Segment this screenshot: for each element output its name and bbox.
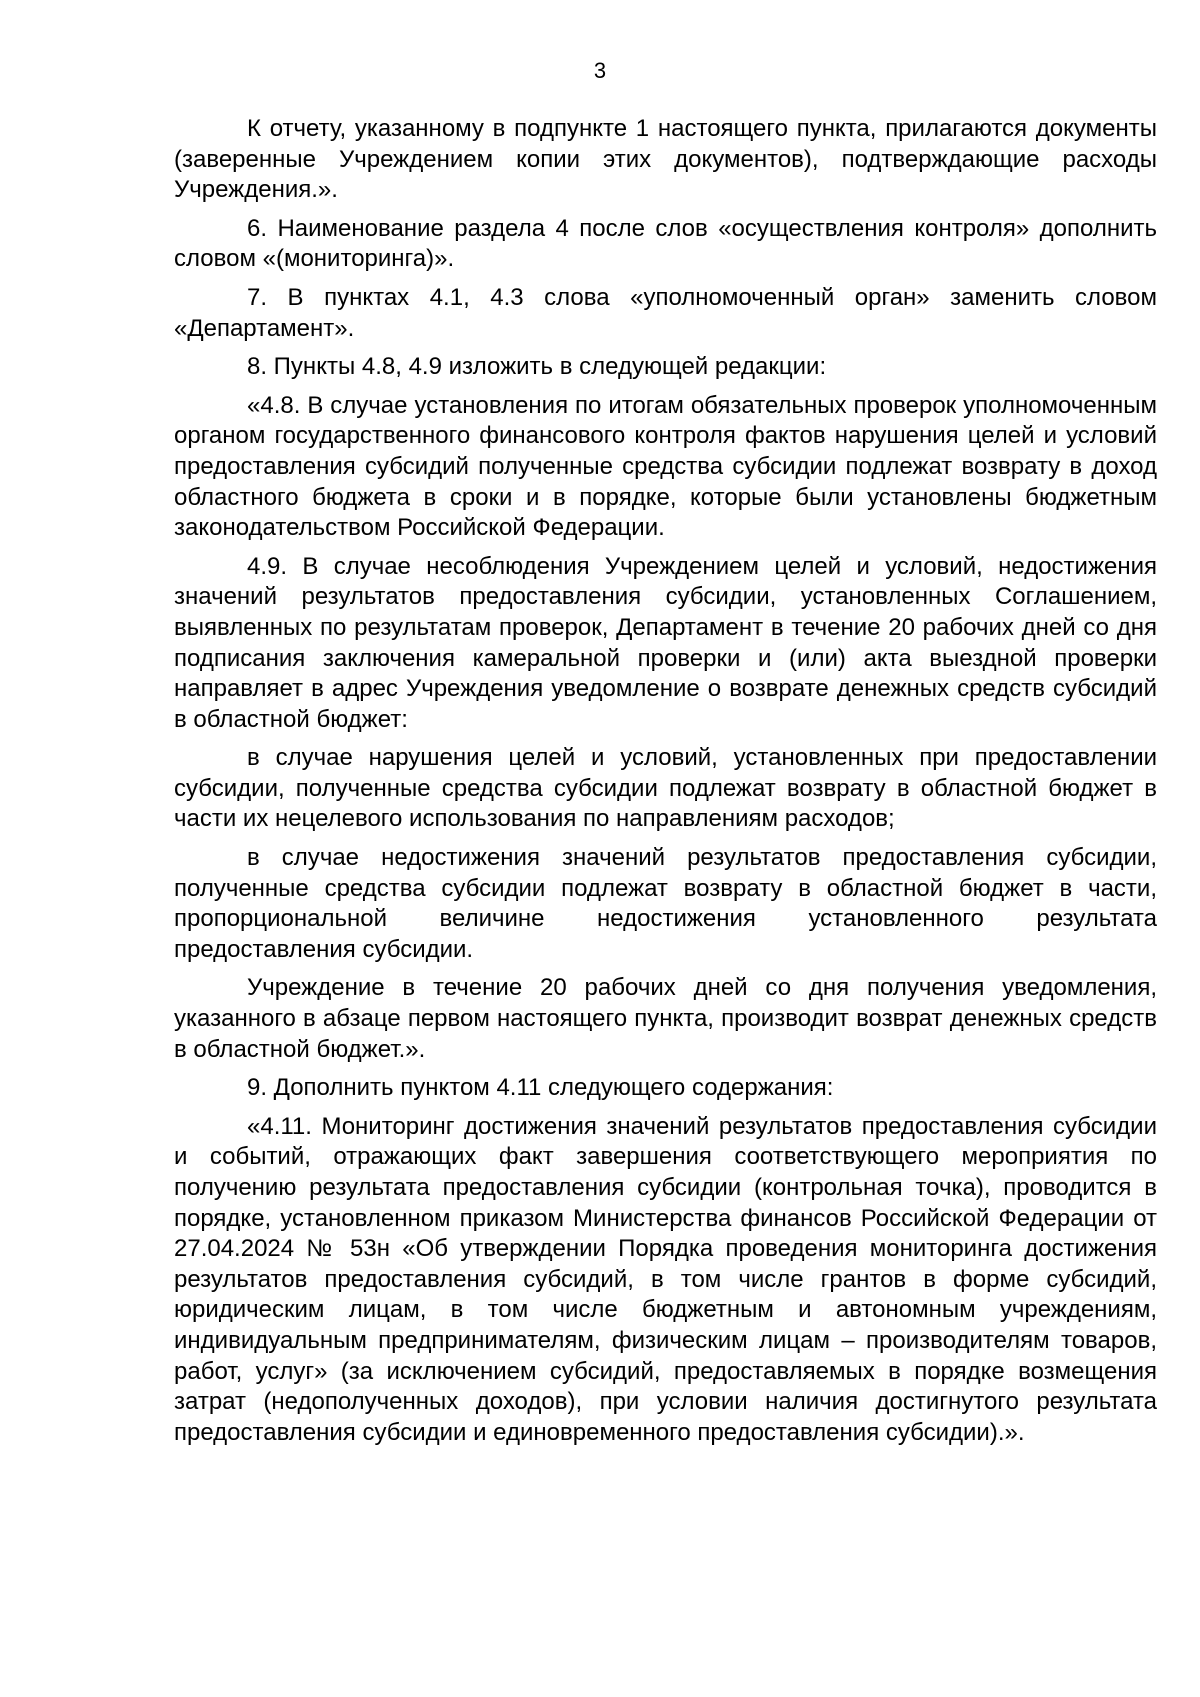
paragraph-report-attachments: К отчету, указанному в подпункте 1 настоящего пункта, прилагаются документы (заверенные Учреждением копии этих документов), подтверждающие расходы Учреждения.».: [174, 115, 1157, 204]
paragraph-non-achievement-case: в случае недостижения значений результатов предоставления субсидии, полученные средства субсидии подлежат возврату в областной бюджет в части, пропорциональной величине недостижения установленного результата предоставления субсидии.: [174, 844, 1157, 963]
paragraph-item-9: 9. Дополнить пунктом 4.11 следующего содержания:: [247, 1074, 834, 1102]
paragraph-refund-term: Учреждение в течение 20 рабочих дней со дня получения уведомления, указанного в абзаце первом настоящего пункта, производит возврат денежных средств в областной бюджет.».: [174, 974, 1157, 1063]
paragraph-clause-4-8: «4.8. В случае установления по итогам обязательных проверок уполномоченным органом государственного финансового контроля фактов нарушения целей и условий предоставления субсидий полученные средства субсидии подлежат возврату в доход областного бюджета в сроки и в порядке, которые были установлены бюджетным законодательством Российской Федерации.: [174, 391, 1157, 542]
paragraph-clause-4-9: 4.9. В случае несоблюдения Учреждением целей и условий, недостижения значений результатов предоставления субсидии, установленных Соглашением, выявленных по результатам проверок, Департамент в течение 20 рабочих дней со дня подписания заключения камеральной проверки и (или) акта выездной проверки направляет в адрес Учреждения уведомление о возврате денежных средств субсидий в областной бюджет:: [174, 552, 1157, 733]
paragraph-clause-4-11: «4.11. Мониторинг достижения значений результатов предоставления субсидии и событий, отражающих факт завершения соответствующего мероприятия по получению результата предоставления субсидии (контрольная точка), проводится в порядке, установленном приказом Министерства финансов Российской Федерации от 27.04.2024 № 53н «Об утверждении Порядка проведения мониторинга достижения результатов предоставления субсидий, в том числе грантов в форме субсидий, юридическим лицам, в том числе бюджетным и автономным учреждениям, индивидуальным предпринимателям, физическим лицам – производителям товаров, работ, услуг» (за исключением субсидий, предоставляемых в порядке возмещения затрат (недополученных доходов), при условии наличия достигнутого результата предоставления субсидии и единовременного предоставления субсидии).».: [174, 1112, 1157, 1446]
document-body: [174, 114, 1157, 1456]
paragraph-violation-case: в случае нарушения целей и условий, установленных при предоставлении субсидии, полученные средства субсидии подлежат возврату в областной бюджет в части их нецелевого использования по направлениям расходов;: [174, 744, 1157, 833]
paragraph-item-8: 8. Пункты 4.8, 4.9 изложить в следующей редакции:: [247, 353, 827, 381]
page-number: 3: [593, 58, 607, 83]
paragraph-item-6: 6. Наименование раздела 4 после слов «осуществления контроля» дополнить словом «(мониторинга)».: [174, 214, 1157, 273]
paragraph-item-7: 7. В пунктах 4.1, 4.3 слова «уполномоченный орган» заменить словом «Департамент».: [174, 283, 1157, 342]
